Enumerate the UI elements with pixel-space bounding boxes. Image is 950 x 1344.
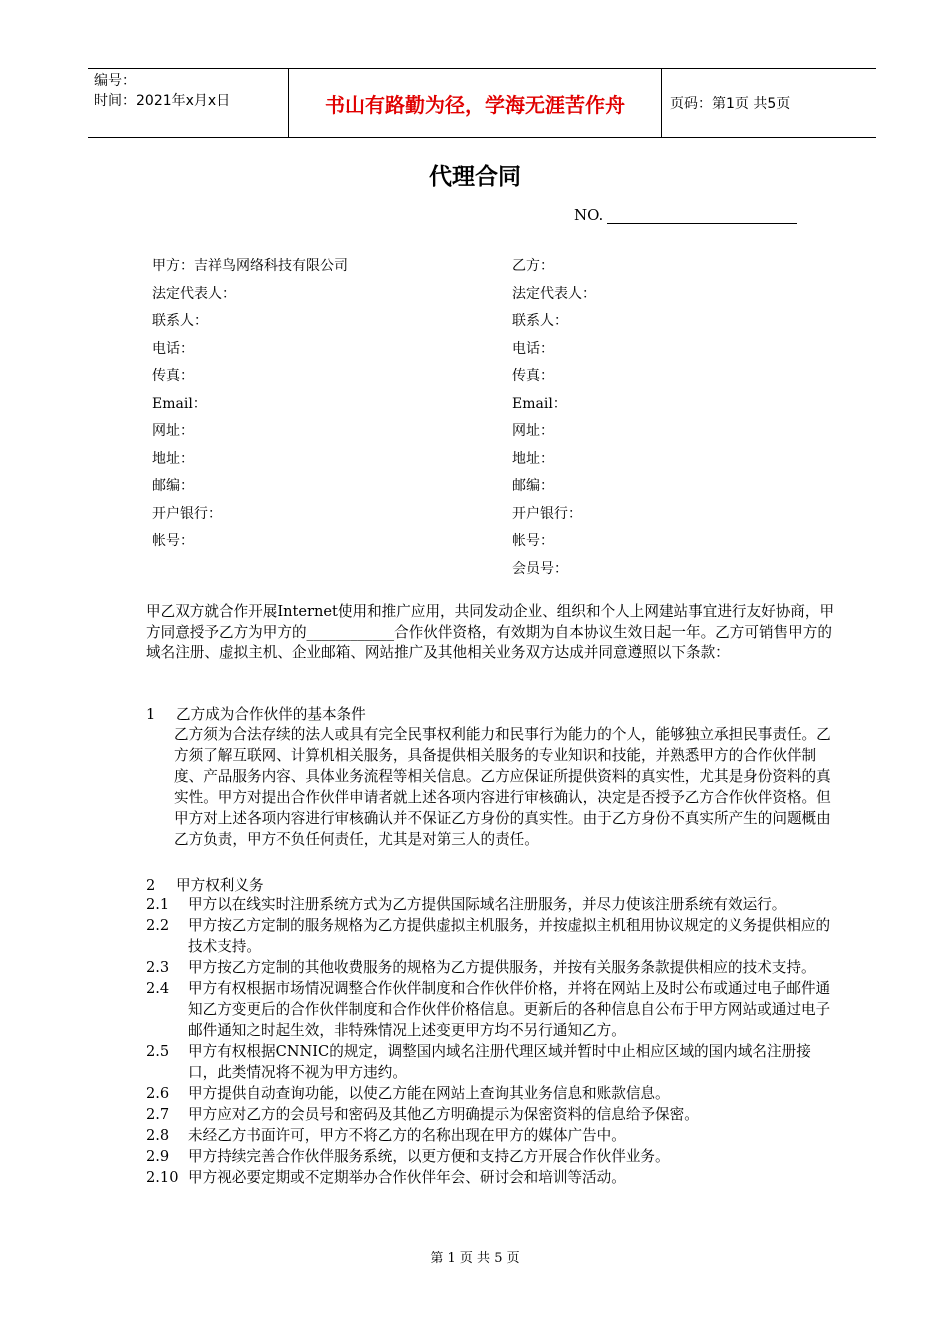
section2-title: 甲方权利义务 xyxy=(176,877,264,894)
clause-item xyxy=(146,1104,836,1125)
clause-number: 2.7 xyxy=(146,1106,170,1123)
party-a-line: 法定代表人： xyxy=(152,285,236,302)
no-label: NO. xyxy=(574,206,604,224)
party-a-line: Email： xyxy=(152,395,207,412)
header-meta xyxy=(94,71,290,111)
number-label: 编号： xyxy=(94,73,136,89)
clause-number: 2.5 xyxy=(146,1043,170,1060)
clause-item xyxy=(146,894,836,915)
clause-item xyxy=(146,1146,836,1167)
party-b-line: 会员号： xyxy=(512,560,568,577)
clause-number: 2.6 xyxy=(146,1085,170,1102)
time-label: 时间：2021年x月x日 xyxy=(94,93,231,109)
clause-text: 甲方提供自动查询功能，以使乙方能在网站上查询其业务信息和账款信息。 xyxy=(188,1085,670,1102)
party-b-line: 法定代表人： xyxy=(512,285,596,302)
section2-number: 2 xyxy=(146,877,156,894)
header-motto: 书山有路勤为径，学海无涯苦作舟 xyxy=(288,69,662,137)
clause-number: 2.8 xyxy=(146,1127,170,1144)
party-b-line: 电话： xyxy=(512,340,554,357)
clause-text: 甲方按乙方定制的服务规格为乙方提供虚拟主机服务，并按虚拟主机租用协议规定的义务提供相应的技术支持。 xyxy=(188,917,831,955)
clause-text: 甲方应对乙方的会员号和密码及其他乙方明确提示为保密资料的信息给予保密。 xyxy=(188,1106,699,1123)
header-page-label: 页码：第1页 共5页 xyxy=(670,96,791,112)
party-a-line: 联系人： xyxy=(152,313,208,329)
clause-number: 2.10 xyxy=(146,1169,179,1186)
section1-number: 1 xyxy=(146,706,156,723)
section1-heading xyxy=(146,705,836,726)
party-b-line: Email： xyxy=(512,395,567,412)
party-b-line: 开户银行： xyxy=(512,505,582,522)
party-b-line: 帐号： xyxy=(512,533,554,549)
contract-number xyxy=(574,206,797,224)
party-b-line: 联系人： xyxy=(512,313,568,329)
party-a-line: 传真： xyxy=(152,368,194,384)
party-a-line: 地址： xyxy=(152,450,194,467)
party-b-line: 乙方： xyxy=(512,258,554,274)
clause-text: 甲方以在线实时注册系统方式为乙方提供国际域名注册服务，并尽力使该注册系统有效运行。 xyxy=(188,896,787,913)
party-a-line: 帐号： xyxy=(152,533,194,549)
page-header xyxy=(88,68,876,138)
clause-item xyxy=(146,957,836,978)
section2-items xyxy=(146,894,836,1188)
clause-number: 2.9 xyxy=(146,1148,170,1165)
party-b-column xyxy=(512,256,596,586)
clause-item xyxy=(146,915,836,957)
intro-paragraph: 甲乙双方就合作开展Internet使用和推广应用，共同发动企业、组织和个人上网建站事宜进行友好协商，甲方同意授予乙方为甲方的____________合作伙伴资格，有效期为自本协议生效日起一年。乙方可销售甲方的域名注册、虚拟主机、企业邮箱、网站推广及其他相关业务双方达成并同意遵照以下条款： xyxy=(146,603,835,661)
party-a-line: 网址： xyxy=(152,423,194,439)
page-footer: 第 1 页 共 5 页 xyxy=(430,1251,520,1266)
clause-number: 2.2 xyxy=(146,917,170,934)
party-a-line: 邮编： xyxy=(152,478,194,494)
clause-text: 甲方视必要定期或不定期举办合作伙伴年会、研讨会和培训等活动。 xyxy=(188,1169,626,1186)
clause-item xyxy=(146,1125,836,1146)
clause-item xyxy=(146,1083,836,1104)
clause-text: 甲方持续完善合作伙伴服务系统，以更方便和支持乙方开展合作伙伴业务。 xyxy=(188,1148,670,1165)
section1-body: 乙方须为合法存续的法人或具有完全民事权利能力和民事行为能力的个人，能够独立承担民事责任。乙方须了解互联网、计算机相关服务，具备提供相关服务的专业知识和技能，并熟悉甲方的合作伙伴制度、产品服务内容、具体业务流程等相关信息。乙方应保证所提供资料的真实性，尤其是身份资料的真实性。甲方对提出合作伙伴申请者就上述各项内容进行审核确认，决定是否授予乙方合作伙伴资格。但甲方对上述各项内容进行审核确认并不保证乙方身份的真实性。由于乙方身份不真实所产生的问题概由乙方负责，甲方不负任何责任，尤其是对第三人的责任。 xyxy=(174,726,831,848)
document-title: 代理合同 xyxy=(429,164,521,190)
clause-number: 2.4 xyxy=(146,980,170,997)
clause-item xyxy=(146,978,836,1041)
clause-text: 甲方有权根据CNNIC的规定，调整国内域名注册代理区域并暂时中止相应区域的国内域名注册接口，此类情况将不视为甲方违约。 xyxy=(188,1043,811,1081)
clause-text: 甲方按乙方定制的其他收费服务的规格为乙方提供服务，并按有关服务条款提供相应的技术支持。 xyxy=(188,959,816,976)
party-b-line: 邮编： xyxy=(512,478,554,494)
section1-title: 乙方成为合作伙伴的基本条件 xyxy=(176,706,366,723)
party-a-column xyxy=(152,256,348,559)
no-blank-line xyxy=(607,207,797,224)
party-a-line: 电话： xyxy=(152,340,194,357)
party-a-line: 甲方：吉祥鸟网络科技有限公司 xyxy=(152,258,348,274)
clause-number: 2.1 xyxy=(146,896,170,913)
clause-text: 甲方有权根据市场情况调整合作伙伴制度和合作伙伴价格，并将在网站上及时公布或通过电子邮件通知乙方变更后的合作伙伴制度和合作伙伴价格信息。更新后的各种信息自公布于甲方网站或通过电子邮件通知之时起生效，非特殊情况上述变更甲方均不另行通知乙方。 xyxy=(188,980,831,1039)
clause-number: 2.3 xyxy=(146,959,170,976)
party-b-line: 网址： xyxy=(512,423,554,439)
clause-item xyxy=(146,1041,836,1083)
party-a-line: 开户银行： xyxy=(152,505,222,522)
party-b-line: 传真： xyxy=(512,368,554,384)
clause-item xyxy=(146,1167,836,1188)
clause-text: 未经乙方书面许可，甲方不将乙方的名称出现在甲方的媒体广告中。 xyxy=(188,1127,626,1144)
party-b-line: 地址： xyxy=(512,450,554,467)
